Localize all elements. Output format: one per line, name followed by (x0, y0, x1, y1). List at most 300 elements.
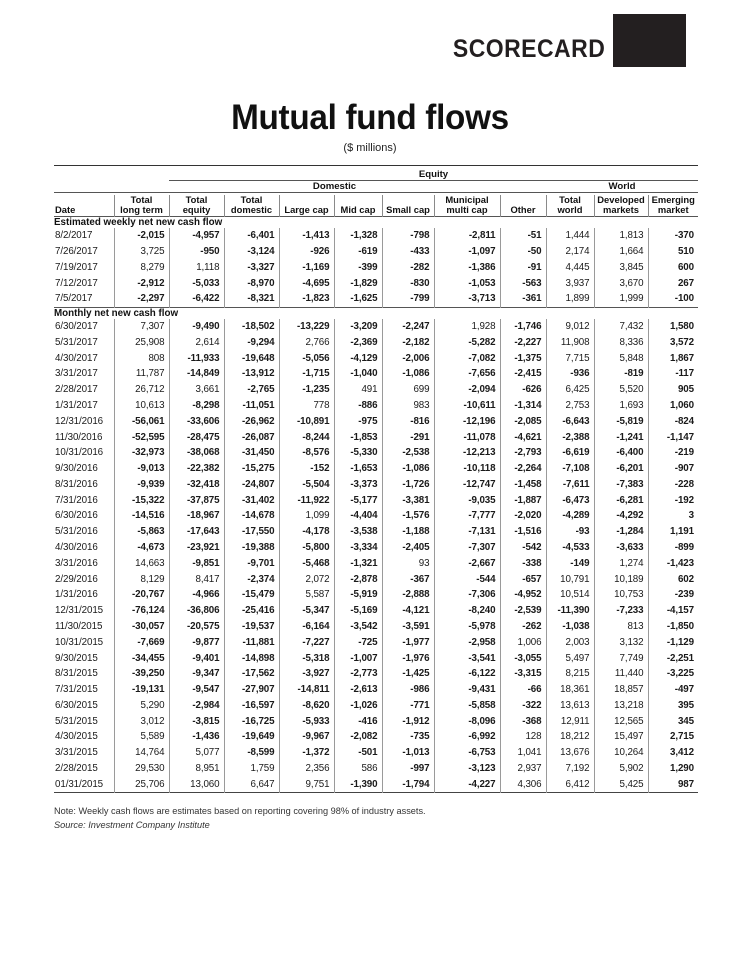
data-cell-other: -2,085 (500, 413, 546, 429)
data-cell-small-cap: -986 (382, 682, 434, 698)
data-cell-emerging-market: 1,290 (648, 761, 698, 777)
data-cell-total-equity: 8,417 (169, 571, 224, 587)
row-date-cell: 7/19/2017 (55, 261, 98, 273)
data-cell-emerging-market: 1,867 (648, 350, 698, 366)
data-cell-small-cap: -1,726 (382, 477, 434, 493)
data-cell-total-long-term: -5,863 (114, 524, 169, 540)
data-cell-mid-cap: -2,878 (334, 571, 382, 587)
data-cell-mid-cap: -619 (334, 244, 382, 260)
data-cell-total-domestic: -9,294 (224, 335, 279, 351)
data-cell-total-long-term: 5,589 (114, 729, 169, 745)
data-cell-mid-cap: -1,625 (334, 291, 382, 307)
data-cell-large-cap: -926 (279, 244, 334, 260)
data-cell-total-equity: -37,875 (169, 492, 224, 508)
data-cell-total-world: 10,791 (546, 571, 594, 587)
data-cell-total-equity: -17,643 (169, 524, 224, 540)
data-cell-municipal-multi-cap: -7,131 (434, 524, 500, 540)
table-row (54, 745, 698, 761)
table-row (54, 729, 698, 745)
data-cell-large-cap: -4,695 (279, 275, 334, 291)
data-cell-mid-cap: -1,026 (334, 697, 382, 713)
data-cell-other: -3,315 (500, 666, 546, 682)
data-cell-total-world: 2,003 (546, 634, 594, 650)
table-row (54, 634, 698, 650)
table-row (54, 713, 698, 729)
row-date-cell: 3/31/2016 (55, 557, 98, 569)
data-cell-other: -626 (500, 382, 546, 398)
mutual-fund-flows-table (54, 165, 698, 795)
data-cell-large-cap: 5,587 (279, 587, 334, 603)
data-cell-mid-cap: -5,169 (334, 603, 382, 619)
data-cell-small-cap: -2,247 (382, 319, 434, 335)
row-date-cell: 4/30/2017 (55, 352, 98, 364)
data-cell-other: 128 (500, 729, 546, 745)
data-cell-total-long-term: -52,595 (114, 429, 169, 445)
table-row (54, 603, 698, 619)
data-cell-small-cap: -2,888 (382, 587, 434, 603)
table-row (54, 291, 698, 307)
data-cell-municipal-multi-cap: -9,431 (434, 682, 500, 698)
row-date-cell: 4/30/2015 (55, 731, 98, 743)
row-date-cell: 7/12/2017 (55, 277, 98, 289)
group-header-domestic: Domestic (169, 180, 500, 192)
data-cell-total-world: -4,533 (546, 540, 594, 556)
data-cell-developed-markets: -819 (594, 366, 648, 382)
scorecard-label: SCORECARD (453, 35, 606, 63)
table-row (54, 445, 698, 461)
data-cell-developed-markets: 7,432 (594, 319, 648, 335)
data-cell-total-world: 7,192 (546, 761, 594, 777)
data-cell-total-domestic: -6,401 (224, 228, 279, 244)
data-cell-municipal-multi-cap: 1,928 (434, 319, 500, 335)
data-cell-total-domestic: -14,898 (224, 650, 279, 666)
data-cell-total-long-term: -30,057 (114, 619, 169, 635)
data-cell-emerging-market: -192 (648, 492, 698, 508)
data-cell-emerging-market: 1,191 (648, 524, 698, 540)
data-cell-total-domestic: -31,402 (224, 492, 279, 508)
data-cell-developed-markets: 3,670 (594, 275, 648, 291)
data-cell-total-world: -4,289 (546, 508, 594, 524)
data-cell-developed-markets: 8,336 (594, 335, 648, 351)
data-cell-total-world: 9,012 (546, 319, 594, 335)
data-cell-small-cap: -798 (382, 228, 434, 244)
data-cell-emerging-market: 905 (648, 382, 698, 398)
data-cell-small-cap: -2,006 (382, 350, 434, 366)
data-cell-other: -1,458 (500, 477, 546, 493)
data-cell-emerging-market: -899 (648, 540, 698, 556)
data-cell-developed-markets: -6,281 (594, 492, 648, 508)
data-cell-mid-cap: -725 (334, 634, 382, 650)
data-cell-total-domestic: -17,562 (224, 666, 279, 682)
data-cell-emerging-market: 602 (648, 571, 698, 587)
data-cell-total-domestic: -2,374 (224, 571, 279, 587)
data-cell-small-cap: -4,121 (382, 603, 434, 619)
table-row (54, 244, 698, 260)
data-cell-total-long-term: 7,307 (114, 319, 169, 335)
data-cell-total-equity: 1,118 (169, 259, 224, 275)
data-cell-total-equity: -9,347 (169, 666, 224, 682)
table-head (54, 165, 698, 216)
masthead-inner (439, 14, 686, 67)
data-cell-total-long-term: 8,279 (114, 259, 169, 275)
table-row (54, 619, 698, 635)
page-subtitle: ($ millions) (343, 141, 397, 154)
data-cell-municipal-multi-cap: -5,282 (434, 335, 500, 351)
data-cell-total-domestic: -19,537 (224, 619, 279, 635)
data-cell-small-cap: -2,538 (382, 445, 434, 461)
data-cell-total-domestic: -16,597 (224, 697, 279, 713)
data-cell-small-cap: -1,188 (382, 524, 434, 540)
data-cell-small-cap: -1,013 (382, 745, 434, 761)
flows-table-wrap (54, 165, 695, 795)
data-cell-total-long-term: -19,131 (114, 682, 169, 698)
data-cell-large-cap: 9,751 (279, 776, 334, 792)
data-cell-total-domestic: -25,416 (224, 603, 279, 619)
data-cell-large-cap: -5,933 (279, 713, 334, 729)
data-cell-mid-cap: -5,177 (334, 492, 382, 508)
table-row (54, 666, 698, 682)
data-cell-total-equity: -5,033 (169, 275, 224, 291)
data-cell-municipal-multi-cap: -11,078 (434, 429, 500, 445)
data-cell-emerging-market: -117 (648, 366, 698, 382)
data-cell-developed-markets: 5,520 (594, 382, 648, 398)
data-cell-small-cap: -1,976 (382, 650, 434, 666)
data-cell-total-world: 10,514 (546, 587, 594, 603)
data-cell-small-cap: -816 (382, 413, 434, 429)
data-cell-total-world: -7,108 (546, 461, 594, 477)
data-cell-developed-markets: -1,284 (594, 524, 648, 540)
data-cell-total-domestic: -9,701 (224, 555, 279, 571)
data-cell-emerging-market: 395 (648, 697, 698, 713)
data-cell-developed-markets: 18,857 (594, 682, 648, 698)
data-cell-large-cap: -5,347 (279, 603, 334, 619)
data-cell-small-cap: -433 (382, 244, 434, 260)
data-cell-developed-markets: 10,189 (594, 571, 648, 587)
col-header-total-equity (169, 195, 224, 217)
data-cell-total-equity: -28,475 (169, 429, 224, 445)
data-cell-total-equity: -4,966 (169, 587, 224, 603)
col-header-total-domestic (224, 195, 279, 217)
data-cell-total-world: 1,444 (546, 228, 594, 244)
table-row (54, 697, 698, 713)
data-cell-other: 2,937 (500, 761, 546, 777)
data-cell-emerging-market: -1,423 (648, 555, 698, 571)
data-cell-other: -91 (500, 259, 546, 275)
row-date-cell: 8/31/2015 (55, 668, 98, 680)
data-cell-large-cap: -5,468 (279, 555, 334, 571)
data-cell-total-domestic: -15,275 (224, 461, 279, 477)
page-title: Mutual fund flows (231, 98, 509, 137)
footnote-source: Source: Investment Company Institute (54, 819, 210, 830)
data-cell-total-world: 3,937 (546, 275, 594, 291)
data-cell-municipal-multi-cap: -7,306 (434, 587, 500, 603)
data-cell-large-cap: -4,178 (279, 524, 334, 540)
data-cell-other: -1,887 (500, 492, 546, 508)
data-cell-total-domestic: -8,321 (224, 291, 279, 307)
data-cell-total-equity: -33,606 (169, 413, 224, 429)
data-cell-large-cap: -5,504 (279, 477, 334, 493)
data-cell-total-long-term: -56,061 (114, 413, 169, 429)
data-cell-total-equity: 5,077 (169, 745, 224, 761)
data-cell-developed-markets: -1,241 (594, 429, 648, 445)
data-cell-mid-cap: -4,129 (334, 350, 382, 366)
data-cell-mid-cap: -2,082 (334, 729, 382, 745)
data-cell-municipal-multi-cap: -2,811 (434, 228, 500, 244)
data-cell-large-cap: -8,620 (279, 697, 334, 713)
row-date-cell: 2/29/2016 (55, 573, 98, 585)
table-row (54, 259, 698, 275)
data-cell-total-long-term: -9,939 (114, 477, 169, 493)
data-cell-total-domestic: -17,550 (224, 524, 279, 540)
data-cell-other: -657 (500, 571, 546, 587)
data-cell-large-cap: 2,072 (279, 571, 334, 587)
data-cell-total-world: 2,753 (546, 398, 594, 414)
data-cell-large-cap: -14,811 (279, 682, 334, 698)
row-date-cell: 6/30/2016 (55, 510, 98, 522)
data-cell-small-cap: -830 (382, 275, 434, 291)
table-row (54, 555, 698, 571)
data-cell-developed-markets: -6,201 (594, 461, 648, 477)
data-cell-emerging-market: 3 (648, 508, 698, 524)
col-header-mid-cap (334, 195, 382, 217)
col-header-small-cap-l2: Small cap (386, 204, 430, 216)
row-date-cell: 1/31/2016 (55, 589, 98, 601)
data-cell-emerging-market: 1,060 (648, 398, 698, 414)
data-cell-emerging-market: -907 (648, 461, 698, 477)
data-cell-municipal-multi-cap: -1,386 (434, 259, 500, 275)
data-cell-other: -368 (500, 713, 546, 729)
data-cell-emerging-market: 3,412 (648, 745, 698, 761)
col-header-dev-l2: markets (603, 204, 639, 216)
data-cell-large-cap: -1,169 (279, 259, 334, 275)
footnotes (54, 805, 686, 833)
table-row (54, 776, 698, 792)
data-cell-municipal-multi-cap: -12,747 (434, 477, 500, 493)
table-foot (54, 793, 698, 796)
data-cell-total-long-term: 8,129 (114, 571, 169, 587)
data-cell-municipal-multi-cap: -5,978 (434, 619, 500, 635)
col-header-other-l2: Other (510, 204, 536, 216)
data-cell-total-equity: -38,068 (169, 445, 224, 461)
table-row (54, 682, 698, 698)
data-cell-total-domestic: -15,479 (224, 587, 279, 603)
data-cell-developed-markets: 5,425 (594, 776, 648, 792)
data-cell-other: -4,621 (500, 429, 546, 445)
data-cell-small-cap: -735 (382, 729, 434, 745)
column-header-row (54, 195, 698, 217)
data-cell-emerging-market: 2,715 (648, 729, 698, 745)
row-date-cell: 6/30/2017 (55, 321, 98, 333)
data-cell-total-domestic: -14,678 (224, 508, 279, 524)
group-row-equity (54, 169, 698, 181)
table-body (54, 216, 698, 792)
data-cell-municipal-multi-cap: -3,713 (434, 291, 500, 307)
title-block (54, 100, 686, 154)
data-cell-large-cap: -1,372 (279, 745, 334, 761)
group-header-world: World (546, 180, 698, 192)
data-cell-municipal-multi-cap: -10,611 (434, 398, 500, 414)
table-row (54, 587, 698, 603)
data-cell-total-long-term: -7,669 (114, 634, 169, 650)
bottom-rule (54, 793, 698, 796)
data-cell-total-equity: -6,422 (169, 291, 224, 307)
data-cell-mid-cap: -1,829 (334, 275, 382, 291)
data-cell-developed-markets: -4,292 (594, 508, 648, 524)
data-cell-other: -4,952 (500, 587, 546, 603)
data-cell-total-domestic: -13,912 (224, 366, 279, 382)
data-cell-emerging-market: 510 (648, 244, 698, 260)
data-cell-total-world: 13,613 (546, 697, 594, 713)
data-cell-total-equity: -2,984 (169, 697, 224, 713)
data-cell-other: -51 (500, 228, 546, 244)
data-cell-emerging-market: -3,225 (648, 666, 698, 682)
data-cell-total-long-term: 3,725 (114, 244, 169, 260)
table-row (54, 382, 698, 398)
data-cell-total-domestic: -19,648 (224, 350, 279, 366)
data-cell-total-world: 13,676 (546, 745, 594, 761)
data-cell-total-equity: -9,547 (169, 682, 224, 698)
data-cell-municipal-multi-cap: -6,992 (434, 729, 500, 745)
data-cell-municipal-multi-cap: -12,213 (434, 445, 500, 461)
data-cell-developed-markets: -7,383 (594, 477, 648, 493)
data-cell-total-long-term: -15,322 (114, 492, 169, 508)
data-cell-other: -2,227 (500, 335, 546, 351)
data-cell-total-equity: -9,490 (169, 319, 224, 335)
data-cell-mid-cap: 586 (334, 761, 382, 777)
data-cell-developed-markets: 15,497 (594, 729, 648, 745)
data-cell-total-domestic: -11,051 (224, 398, 279, 414)
col-header-total-domestic-l2: domestic (230, 204, 273, 216)
data-cell-total-equity: -9,851 (169, 555, 224, 571)
data-cell-mid-cap: 491 (334, 382, 382, 398)
data-cell-total-equity: -23,921 (169, 540, 224, 556)
data-cell-other: -262 (500, 619, 546, 635)
data-cell-large-cap: -9,967 (279, 729, 334, 745)
data-cell-total-world: 18,212 (546, 729, 594, 745)
data-cell-total-world: 5,497 (546, 650, 594, 666)
table-row (54, 319, 698, 335)
data-cell-developed-markets: 7,749 (594, 650, 648, 666)
data-cell-total-world: -6,643 (546, 413, 594, 429)
data-cell-small-cap: -997 (382, 761, 434, 777)
data-cell-large-cap: -13,229 (279, 319, 334, 335)
data-cell-developed-markets: 5,848 (594, 350, 648, 366)
data-cell-small-cap: -2,405 (382, 540, 434, 556)
data-cell-emerging-market: -1,850 (648, 619, 698, 635)
data-cell-developed-markets: 11,440 (594, 666, 648, 682)
data-cell-mid-cap: -416 (334, 713, 382, 729)
data-cell-total-long-term: 3,012 (114, 713, 169, 729)
table-row (54, 335, 698, 351)
data-cell-total-equity: 8,951 (169, 761, 224, 777)
data-cell-developed-markets: 3,845 (594, 259, 648, 275)
col-header-small-cap (382, 195, 434, 217)
row-date-cell: 7/5/2017 (55, 293, 93, 305)
data-cell-developed-markets: 1,813 (594, 228, 648, 244)
col-header-total-long-term-l2: long term (120, 204, 163, 216)
data-cell-municipal-multi-cap: -1,097 (434, 244, 500, 260)
data-cell-total-world: -149 (546, 555, 594, 571)
data-cell-municipal-multi-cap: -6,753 (434, 745, 500, 761)
data-cell-total-domestic: -18,502 (224, 319, 279, 335)
data-cell-mid-cap: -886 (334, 398, 382, 414)
data-cell-total-world: -936 (546, 366, 594, 382)
data-cell-small-cap: 93 (382, 555, 434, 571)
data-cell-total-equity: -3,815 (169, 713, 224, 729)
data-cell-mid-cap: -4,404 (334, 508, 382, 524)
data-cell-developed-markets: 12,565 (594, 713, 648, 729)
data-cell-emerging-market: -497 (648, 682, 698, 698)
table-row (54, 508, 698, 524)
data-cell-total-domestic: -31,450 (224, 445, 279, 461)
data-cell-large-cap: 2,766 (279, 335, 334, 351)
col-header-date (54, 195, 114, 217)
col-header-developed-markets (594, 195, 648, 217)
data-cell-mid-cap: -399 (334, 259, 382, 275)
data-cell-developed-markets: 3,132 (594, 634, 648, 650)
data-cell-emerging-market: 267 (648, 275, 698, 291)
col-header-mid-cap-l2: Mid cap (340, 204, 376, 216)
data-cell-municipal-multi-cap: -4,227 (434, 776, 500, 792)
data-cell-mid-cap: -5,330 (334, 445, 382, 461)
data-cell-developed-markets: 13,218 (594, 697, 648, 713)
data-cell-total-long-term: 26,712 (114, 382, 169, 398)
col-header-municipal-multi-cap (434, 195, 500, 217)
data-cell-total-domestic: -26,087 (224, 429, 279, 445)
data-cell-emerging-market: 987 (648, 776, 698, 792)
data-cell-mid-cap: -501 (334, 745, 382, 761)
data-cell-other: -1,314 (500, 398, 546, 414)
col-header-muni-l2: multi cap (446, 204, 488, 216)
data-cell-small-cap: 699 (382, 382, 434, 398)
data-cell-total-equity: 13,060 (169, 776, 224, 792)
data-cell-total-long-term: 14,764 (114, 745, 169, 761)
data-cell-municipal-multi-cap: -9,035 (434, 492, 500, 508)
data-cell-large-cap: -3,927 (279, 666, 334, 682)
scorecard-mark-icon (613, 14, 686, 67)
row-date-cell: 12/31/2015 (55, 605, 104, 617)
data-cell-total-long-term: -76,124 (114, 603, 169, 619)
table-row (54, 429, 698, 445)
data-cell-emerging-market: -1,129 (648, 634, 698, 650)
data-cell-emerging-market: 600 (648, 259, 698, 275)
table-row (54, 398, 698, 414)
data-cell-total-equity: -950 (169, 244, 224, 260)
data-cell-developed-markets: 1,999 (594, 291, 648, 307)
data-cell-total-long-term: 11,787 (114, 366, 169, 382)
table-row (54, 477, 698, 493)
data-cell-total-world: 12,911 (546, 713, 594, 729)
table-row (54, 492, 698, 508)
data-cell-total-domestic: -8,599 (224, 745, 279, 761)
data-cell-total-domestic: -11,881 (224, 634, 279, 650)
data-cell-other: -66 (500, 682, 546, 698)
section-header-row (54, 307, 698, 319)
data-cell-total-world: 1,899 (546, 291, 594, 307)
data-cell-large-cap: -152 (279, 461, 334, 477)
row-date-cell: 2/28/2015 (55, 762, 98, 774)
section-header-label: Estimated weekly net new cash flow (54, 216, 698, 228)
data-cell-large-cap: -1,823 (279, 291, 334, 307)
data-cell-other: 1,041 (500, 745, 546, 761)
table-row (54, 228, 698, 244)
data-cell-large-cap: 2,356 (279, 761, 334, 777)
data-cell-total-long-term: -2,015 (114, 228, 169, 244)
row-date-cell: 1/31/2017 (55, 400, 98, 412)
footnote-note: Note: Weekly cash flows are estimates based on reporting covering 98% of industry assets. (54, 806, 426, 817)
data-cell-total-long-term: 10,613 (114, 398, 169, 414)
data-cell-total-equity: -18,967 (169, 508, 224, 524)
